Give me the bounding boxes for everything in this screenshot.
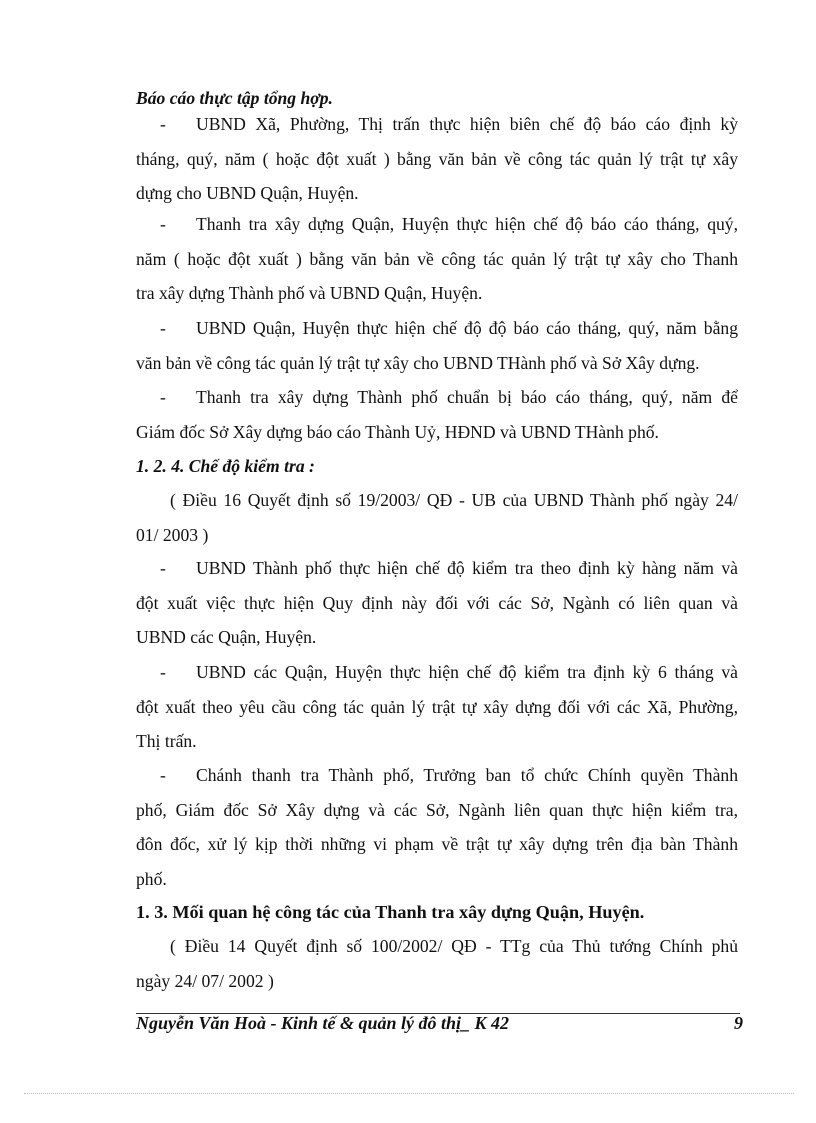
item-line: - UBND Quận, Huyện thực hiện chế độ độ báo cáo tháng, quý, năm bằng — [136, 311, 738, 346]
report-title: Báo cáo thực tập tổng hợp. — [136, 88, 333, 108]
page-break-line — [24, 1093, 794, 1094]
reference-line: ( Điều 14 Quyết định số 100/2002/ QĐ - TTg của Thủ tướng Chính phủ — [170, 936, 738, 956]
dash-marker: - — [160, 114, 166, 134]
inspection-item — [136, 551, 738, 655]
legal-reference — [136, 483, 738, 552]
report-item — [136, 311, 738, 380]
inspection-item — [136, 758, 738, 896]
reference-line: ngày 24/ 07/ 2002 ) — [136, 970, 274, 991]
item-line: văn bản về công tác quản lý trật tự xây cho UBND THành phố và Sở Xây dựng. — [136, 352, 700, 373]
dash-marker: - — [160, 387, 166, 407]
report-item — [136, 207, 738, 311]
dash-marker: - — [160, 765, 166, 785]
item-line: đôn đốc, xử lý kịp thời những vi phạm về trật tự xây dựng trên địa bàn Thành — [136, 834, 738, 854]
item-line: - UBND các Quận, Huyện thực hiện chế độ kiểm tra định kỳ 6 tháng và — [136, 655, 738, 690]
item-line: phố, Giám đốc Sở Xây dựng và các Sở, Ngành liên quan thực hiện kiểm tra, — [136, 799, 738, 820]
item-line: UBND các Quận, Huyện. — [136, 627, 317, 647]
legal-reference — [136, 929, 738, 998]
report-item — [136, 107, 738, 211]
report-item — [136, 380, 738, 449]
item-line: - Thanh tra xây dựng Thành phố chuẩn bị báo cáo tháng, quý, năm để — [136, 380, 738, 415]
item-line: - UBND Thành phố thực hiện chế độ kiểm tra theo định kỳ hàng năm và — [136, 551, 738, 586]
dash-marker: - — [160, 662, 166, 682]
reference-line: 01/ 2003 ) — [136, 524, 209, 545]
page-number: 9 — [734, 1013, 743, 1033]
dash-marker: - — [160, 214, 166, 234]
reference-line: ( Điều 16 Quyết định số 19/2003/ QĐ - UB của UBND Thành phố ngày 24/ — [170, 490, 738, 510]
inspection-item — [136, 655, 738, 759]
item-line: đột xuất theo yêu cầu công tác quản lý trật tự xây dựng đối với các Xã, Phường, — [136, 696, 738, 717]
item-line: - Thanh tra xây dựng Quận, Huyện thực hiện chế độ báo cáo tháng, quý, — [136, 207, 738, 242]
item-line: dựng cho UBND Quận, Huyện. — [136, 183, 359, 203]
item-line: năm ( hoặc đột xuất ) bằng văn bản về công tác quản lý trật tự xây cho Thanh — [136, 248, 738, 269]
item-line: Giám đốc Sở Xây dựng báo cáo Thành Uỷ, HĐND và UBND THành phố. — [136, 421, 659, 442]
dash-marker: - — [160, 318, 166, 338]
dash-marker: - — [160, 558, 166, 578]
item-line: phố. — [136, 868, 167, 889]
item-line: - Chánh thanh tra Thành phố, Trưởng ban tổ chức Chính quyền Thành — [136, 758, 738, 793]
item-line: tra xây dựng Thành phố và UBND Quận, Huyện. — [136, 283, 483, 303]
item-line: đột xuất việc thực hiện Quy định này đối với các Sở, Ngành có liên quan và — [136, 592, 738, 613]
item-line: tháng, quý, năm ( hoặc đột xuất ) bằng văn bản về công tác quản lý trật tự xây — [136, 148, 738, 169]
item-line: - UBND Xã, Phường, Thị trấn thực hiện biên chế độ báo cáo định kỳ — [136, 107, 738, 142]
item-line: Thị trấn. — [136, 731, 197, 751]
section-heading-13: 1. 3. Mối quan hệ công tác của Thanh tra xây dựng Quận, Huyện. — [136, 902, 645, 922]
section-heading-124: 1. 2. 4. Chế độ kiểm tra : — [136, 456, 315, 476]
footer-author: Nguyễn Văn Hoà - Kinh tế & quản lý đô thị_ K 42 — [136, 1013, 510, 1033]
